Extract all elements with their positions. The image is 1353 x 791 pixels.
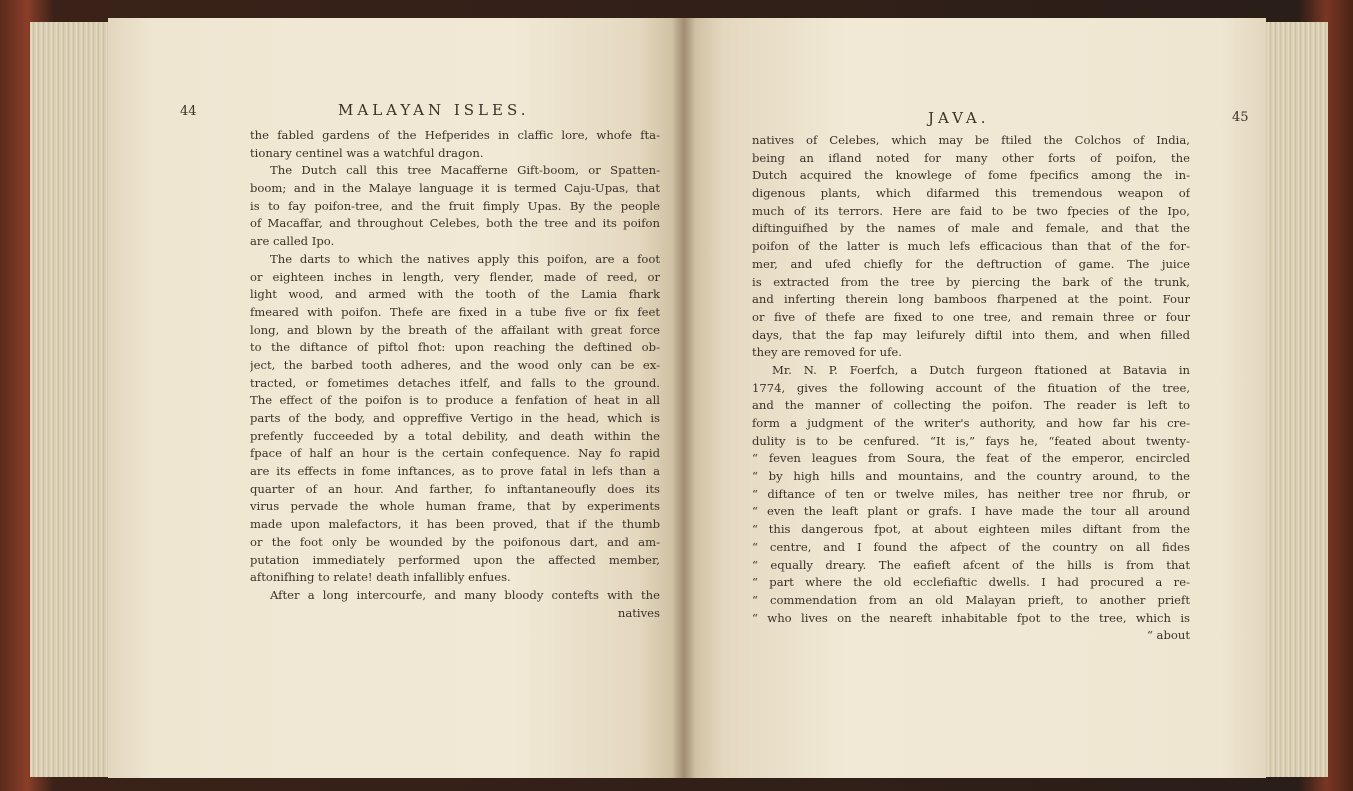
text-line: or the foot only be wounded by the poifonous dart, and am-: [250, 534, 660, 549]
text-line: days, that the fap may leifurely diftil into them, and when filled: [752, 327, 1190, 342]
text-line: or five of thefe are fixed to one tree, and remain three or four: [752, 309, 1190, 324]
left-page-number: 44: [180, 104, 197, 119]
text-line: ject, the barbed tooth adheres, and the wood only can be ex-: [250, 357, 660, 372]
text-line: is extracted from the tree by piercing the bark of the trunk,: [752, 274, 1190, 289]
text-line: quarter of an hour. And farther, fo inftantaneoufly does its: [250, 481, 660, 496]
text-line: “ part where the old ecclefiaftic dwells. I had procured a re-: [752, 575, 1190, 590]
text-line: boom; and in the Malaye language it is termed Caju-Upas, that: [250, 181, 660, 196]
text-line: “ commendation from an old Malayan prieft, to another prieft: [752, 592, 1190, 607]
right-running-head: JAVA.: [928, 109, 990, 127]
text-line: virus pervade the whole human frame, that by experiments: [250, 499, 660, 514]
text-line: they are removed for ufe.: [752, 345, 902, 360]
text-line: of Macaffar, and throughout Celebes, both the tree and its poifon: [250, 216, 660, 231]
text-line: mer, and ufed chiefly for the deftruction of game. The juice: [752, 256, 1190, 271]
text-line: to the diftance of piftol fhot: upon reaching the deftined ob-: [250, 340, 660, 355]
text-line: “ about: [1146, 628, 1190, 643]
text-line: “ feven leagues from Soura, the feat of the emperor, encircled: [752, 451, 1190, 466]
text-line: Dutch acquired the knowlege of fome fpecifics among the in-: [752, 168, 1190, 183]
text-line: poifon of the latter is much lefs efficacious than that of the for-: [752, 239, 1190, 254]
text-line: “ by high hills and mountains, and the country around, to the: [752, 469, 1190, 484]
text-line: tracted, or fometimes detaches itfelf, and falls to the ground.: [250, 375, 660, 390]
text-line: fpace of half an hour is the certain confequence. Nay fo rapid: [250, 446, 660, 461]
text-line: natives of Celebes, which may be ftiled the Colchos of India,: [752, 133, 1190, 147]
text-line: After a long intercourfe, and many bloody contefts with the: [270, 587, 660, 602]
text-line: “ who lives on the neareft inhabitable fpot to the tree, which is: [752, 610, 1190, 625]
text-line: putation immediately performed upon the affected member,: [250, 552, 660, 567]
text-line: digenous plants, which difarmed this tremendous weapon of: [752, 186, 1190, 201]
text-line: aftonifhing to relate! death infallibly enfues.: [250, 570, 511, 585]
text-line: or eighteen inches in length, very flender, made of reed, or: [250, 269, 660, 284]
text-line: Mr. N. P. Foerfch, a Dutch furgeon ftationed at Batavia in: [772, 362, 1190, 377]
text-line: “ this dangerous fpot, at about eighteen miles diftant from the: [752, 522, 1190, 537]
text-line: parts of the body, and oppreffive Vertigo in the head, which is: [250, 411, 660, 425]
text-line: long, and blown by the breath of the affailant with great force: [250, 322, 660, 337]
text-line: light wood, and armed with the tooth of the Lamia fhark: [250, 287, 660, 302]
text-line: is to fay poifon-tree, and the fruit fimply Upas. By the people: [250, 198, 660, 213]
right-page-body: [752, 132, 1190, 645]
text-line: “ diftance of ten or twelve miles, has neither tree nor fhrub, or: [752, 486, 1190, 501]
text-line: the fabled gardens of the Hefperides in claffic lore, whofe fta-: [250, 128, 660, 142]
left-running-head: MALAYAN ISLES.: [338, 101, 530, 119]
right-page-number: 45: [1232, 110, 1249, 125]
text-line: The darts to which the natives apply this poifon, are a foot: [270, 251, 660, 266]
text-line: 1774, gives the following account of the fituation of the tree,: [752, 380, 1190, 395]
text-line: much of its terrors. Here are faid to be two fpecies of the Ipo,: [752, 203, 1190, 218]
text-line: being an ifland noted for many other forts of poifon, the: [752, 150, 1190, 165]
text-line: “ equally dreary. The eafieft afcent of the hills is from that: [752, 557, 1190, 572]
text-line: diftinguifhed by the names of male and female, and that the: [752, 221, 1190, 236]
text-line: “ centre, and I found the afpect of the country on all fides: [752, 539, 1190, 554]
text-line: The effect of the poifon is to produce a fenfation of heat in all: [250, 393, 660, 408]
text-line: and the manner of collecting the poifon. The reader is left to: [752, 398, 1190, 413]
text-line: are its effects in fome inftances, as to prove fatal in lefs than a: [250, 464, 660, 479]
text-line: natives: [617, 605, 660, 620]
left-page-body: [250, 127, 660, 622]
text-line: made upon malefactors, it has been proved, that if the thumb: [250, 517, 660, 532]
right-page-edges: [1262, 22, 1328, 777]
text-line: are called Ipo.: [250, 234, 335, 249]
text-line: dulity is to be cenfured. “It is,” fays he, “feated about twenty-: [752, 433, 1190, 448]
text-line: The Dutch call this tree Macafferne Gift-boom, or Spatten-: [270, 163, 660, 178]
left-page-edges: [30, 22, 110, 777]
text-line: and inferting therein long bamboos fharpened at the point. Four: [752, 292, 1190, 307]
text-line: prefently fucceeded by a total debility, and death within the: [250, 428, 660, 443]
book-gutter: [672, 18, 696, 778]
text-line: fmeared with poifon. Thefe are fixed in a tube five or fix feet: [250, 304, 660, 319]
text-line: “ even the leaft plant or grafs. I have made the tour all around: [752, 504, 1190, 519]
text-line: tionary centinel was a watchful dragon.: [250, 145, 484, 160]
text-line: form a judgment of the writer's authority, and how far his cre-: [752, 416, 1190, 430]
